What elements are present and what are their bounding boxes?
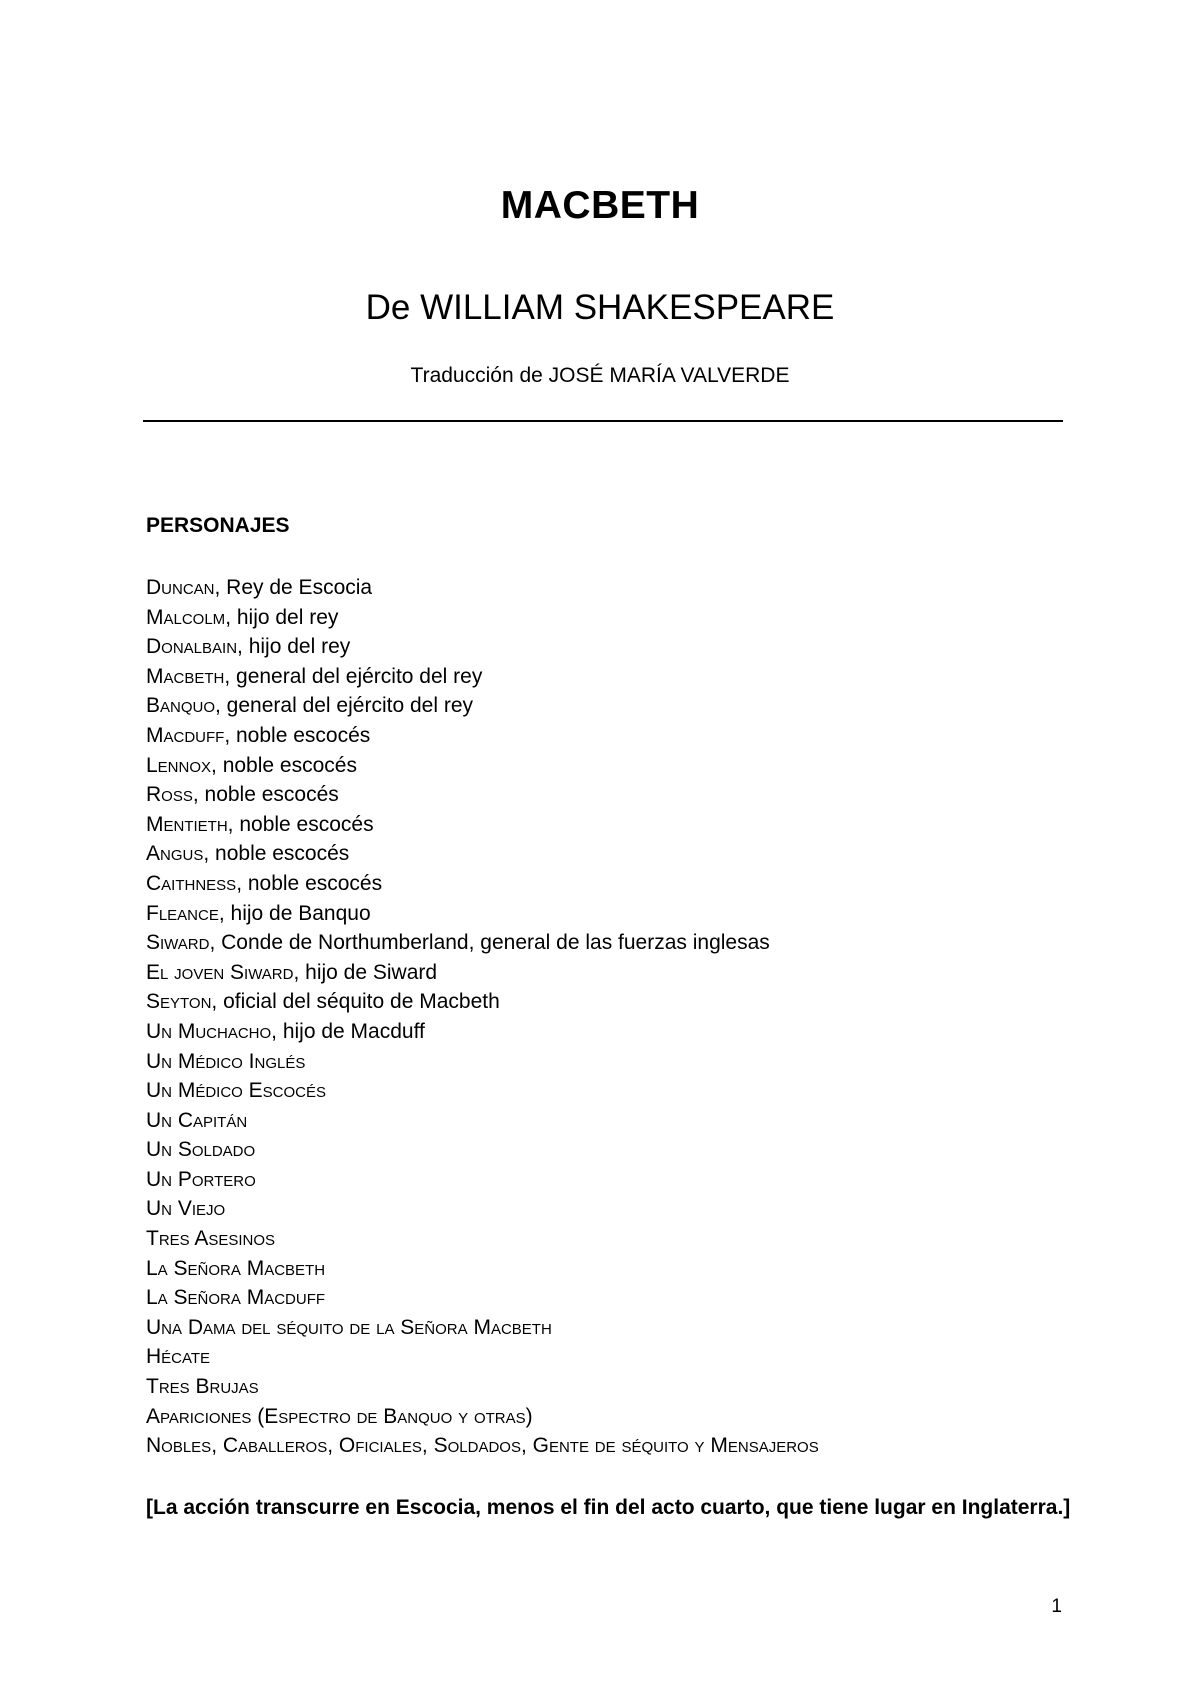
character-entry bbox=[146, 899, 819, 929]
characters-list bbox=[146, 573, 819, 1461]
character-entry bbox=[146, 1135, 819, 1165]
page-number: 1 bbox=[1051, 1596, 1062, 1617]
character-description: , general del ejército del rey bbox=[215, 694, 473, 718]
character-entry bbox=[146, 1283, 819, 1313]
character-name: Tres Brujas bbox=[146, 1375, 259, 1399]
character-description: , Conde de Northumberland, general de las fuerzas inglesas bbox=[209, 931, 770, 955]
character-description: , hijo del rey bbox=[225, 605, 339, 629]
character-name: Malcolm bbox=[146, 605, 226, 629]
character-name: Macduff bbox=[146, 723, 225, 747]
character-description: , hijo de Macduff bbox=[271, 1019, 425, 1043]
character-name: Un Viejo bbox=[146, 1197, 226, 1221]
character-entry bbox=[146, 810, 819, 840]
character-entry bbox=[146, 780, 819, 810]
character-name: Un Portero bbox=[146, 1167, 256, 1191]
character-description: , noble escocés bbox=[224, 723, 371, 747]
character-entry bbox=[146, 928, 819, 958]
character-description: , noble escocés bbox=[211, 753, 357, 777]
character-name: Apariciones (Espectro de Banquo y otras) bbox=[146, 1404, 533, 1428]
play-title: MACBETH bbox=[500, 184, 700, 227]
horizontal-rule bbox=[143, 420, 1063, 422]
character-description: , general del ejército del rey bbox=[224, 664, 483, 688]
character-name: Duncan bbox=[146, 576, 215, 599]
translator-line: Traducción de JOSÉ MARÍA VALVERDE bbox=[410, 364, 790, 387]
character-entry bbox=[146, 1076, 819, 1106]
character-name: Tres Asesinos bbox=[146, 1227, 276, 1251]
character-name: Fleance bbox=[146, 901, 219, 925]
character-entry bbox=[146, 632, 819, 662]
character-name: La Señora Macduff bbox=[146, 1286, 326, 1310]
character-description: , Rey de Escocia bbox=[214, 576, 373, 599]
character-name: Lennox bbox=[146, 753, 212, 777]
character-entry bbox=[146, 1254, 819, 1284]
character-name: Angus bbox=[146, 842, 204, 866]
character-name: Un Capitán bbox=[146, 1108, 248, 1132]
character-name: Donalbain bbox=[146, 635, 238, 659]
character-name: La Señora Macbeth bbox=[146, 1256, 326, 1280]
character-name: Caithness bbox=[146, 871, 237, 895]
character-name: Seyton bbox=[146, 990, 212, 1014]
author-line: De WILLIAM SHAKESPEARE bbox=[365, 288, 835, 327]
character-description: , noble escocés bbox=[227, 812, 374, 836]
character-entry bbox=[146, 691, 819, 721]
character-entry bbox=[146, 1165, 819, 1195]
character-entry bbox=[146, 603, 819, 633]
character-entry bbox=[146, 958, 819, 988]
character-name: Un Médico Inglés bbox=[146, 1049, 306, 1073]
character-entry bbox=[146, 1047, 819, 1077]
character-entry bbox=[146, 662, 819, 692]
character-description: , hijo de Siward bbox=[293, 960, 438, 984]
character-name: El joven Siward bbox=[146, 960, 294, 984]
character-entry bbox=[146, 869, 819, 899]
characters-heading: PERSONAJES bbox=[146, 514, 290, 537]
character-name: Un Médico Escocés bbox=[146, 1079, 327, 1103]
character-entry bbox=[146, 1431, 819, 1461]
character-name: Macbeth bbox=[146, 664, 225, 688]
character-name: Hécate bbox=[146, 1345, 211, 1369]
character-name: Un Muchacho bbox=[146, 1019, 272, 1043]
character-description: , noble escocés bbox=[236, 871, 383, 895]
character-name: Nobles, Caballeros, Oficiales, Soldados, Gente de séquito y Mensajeros bbox=[146, 1434, 819, 1458]
character-entry bbox=[146, 1372, 819, 1402]
character-entry bbox=[146, 573, 819, 603]
character-entry bbox=[146, 751, 819, 781]
character-entry bbox=[146, 987, 819, 1017]
character-description: , noble escocés bbox=[192, 783, 339, 807]
character-entry bbox=[146, 1224, 819, 1254]
character-description: , hijo de Banquo bbox=[218, 901, 371, 925]
character-name: Mentieth bbox=[146, 812, 228, 836]
character-name: Una Dama del séquito de la Señora Macbeth bbox=[146, 1315, 552, 1339]
character-entry bbox=[146, 1194, 819, 1224]
character-entry bbox=[146, 1017, 819, 1047]
character-description: , noble escocés bbox=[203, 842, 350, 866]
character-entry bbox=[146, 1342, 819, 1372]
character-entry bbox=[146, 839, 819, 869]
character-name: Banquo bbox=[146, 694, 216, 718]
setting-note: [La acción transcurre en Escocia, menos el fin del acto cuarto, que tiene lugar en Inglaterra.] bbox=[146, 1496, 1071, 1519]
character-name: Ross bbox=[146, 783, 193, 807]
character-name: Un Soldado bbox=[146, 1138, 256, 1162]
character-description: , oficial del séquito de Macbeth bbox=[211, 990, 500, 1014]
character-entry bbox=[146, 1402, 819, 1432]
character-entry bbox=[146, 1106, 819, 1136]
character-name: Siward bbox=[146, 931, 210, 955]
character-entry bbox=[146, 721, 819, 751]
character-entry bbox=[146, 1313, 819, 1343]
character-description: , hijo del rey bbox=[237, 635, 351, 659]
